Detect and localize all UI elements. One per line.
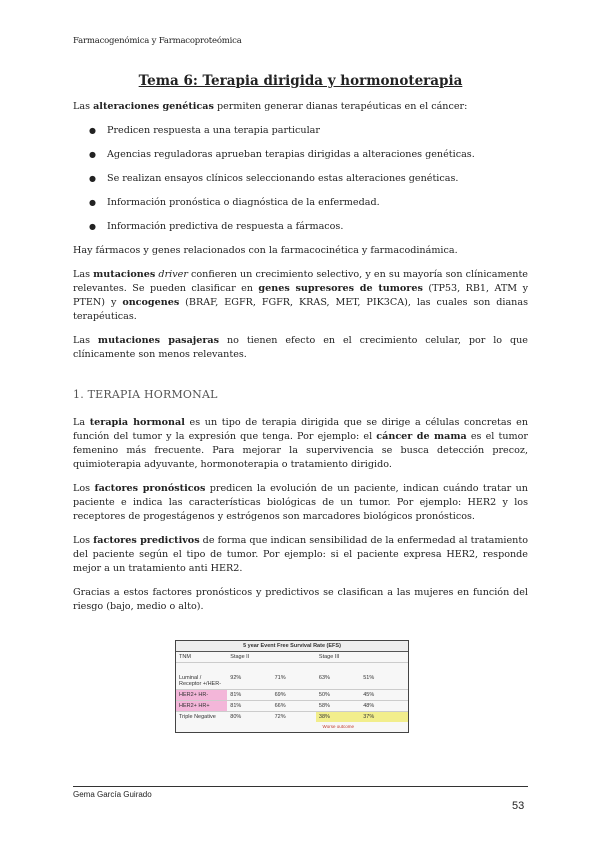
drugs-paragraph: Hay fármacos y genes relacionados con la farmacocinética y farmacodinámica. [73,245,458,256]
efs-table-figure [175,640,409,733]
prognostic-paragraph: Los factores pronósticos predicen la evolución de un paciente, indican cuándo tratar un paciente e indica las características biológicas de un tumor. Por ejemplo: HER2 y los receptores de progestágenos y estrógenos son marcadores biológicos pronósticos. [73,483,528,522]
table-note-row [176,722,408,732]
table-cell: 37% [360,712,408,722]
hormonal-paragraph: La terapia hormonal es un tipo de terapia dirigida que se dirige a células concretas en función del tumor y la expresión que tenga. Por ejemplo: el cáncer de mama es el tumor femenino más frecuente. Para mejorar la supervivencia se busca detección precoz, quimioterapia adyuvante, hormonoterapia o tratamiento dirigido. [73,417,529,470]
table-cell: 81% [230,703,242,709]
table-cell: Luminal / Receptor +/HER- [179,675,222,687]
list-item: ● Se realizan ensayos clínicos seleccionando estas alteraciones genéticas. [73,172,528,186]
table-cell: 72% [274,714,286,720]
driver-paragraph: Las mutaciones driver confieren un crecimiento selectivo, y en su mayoría son clínicamente relevantes. Se pueden clasificar en genes supresores de tumores (TP53, RB1, ATM y PTEN) y oncogenes (BRAF, EGFR, FGFR, KRAS, MET, PIK3CA), las cuales son dianas terapéuticas. [73,269,528,322]
table-cell: 66% [274,703,286,709]
risk-paragraph: Gracias a estos factores pronósticos y predictivos se clasifican a las mujeres en función del riesgo (bajo, medio o alto). [73,587,528,612]
table-cell: 50% [318,692,330,698]
list-item: ● Predicen respuesta a una terapia particular [73,124,528,138]
bullet-list [73,124,528,234]
list-item: ● Información pronóstica o diagnóstica de la enfermedad. [73,196,528,210]
list-item: ● Agencias reguladoras aprueban terapias dirigidas a alteraciones genéticas. [73,148,528,162]
table-header-row [176,652,408,663]
page-title: Tema 6: Terapia dirigida y hormonoterapia [138,73,463,89]
footer-divider [73,786,528,787]
predictive-paragraph: Los factores predictivos de forma que indican sensibilidad de la enfermedad al tratamiento del paciente según el tipo de tumor. Por ejemplo: si el paciente expresa HER2, responde mejor a un tratamiento anti HER2. [73,535,528,574]
page-content [73,74,528,624]
table-cell: 45% [363,692,375,698]
section-heading: 1. TERAPIA HORMONAL [73,388,218,401]
table-row [176,701,408,712]
table-cell: 48% [363,703,375,709]
intro-paragraph: Las alteraciones genéticas permiten generar dianas terapéuticas en el cáncer: [73,101,468,112]
table-row [176,663,408,690]
table-row [176,712,408,722]
table-cell: 38% [316,712,360,722]
table-header-cell: Stage III [318,654,340,660]
table-cell: HER2+ HR+ [176,701,227,711]
footer-author: Gema García Guirado [73,790,152,799]
table-cell: Triple Negative [179,714,216,720]
table-note: Worse outcome [322,724,354,729]
passenger-paragraph: Las mutaciones pasajeras no tienen efecto en el crecimiento celular, por lo que clínicamente son menos relevantes. [73,335,528,360]
table-cell: 81% [230,692,242,698]
table-cell: 92% [230,675,242,681]
table-cell: 80% [230,714,242,720]
list-item: ● Información predictiva de respuesta a fármacos. [73,220,528,234]
table-header-cell [272,652,316,662]
table-header-cell [360,652,408,662]
table-row [176,690,408,701]
table-cell: 51% [363,675,375,681]
table-cell: 58% [318,703,330,709]
table-cell: 71% [274,675,286,681]
table-cell: 63% [318,675,330,681]
running-header: Farmacogenómica y Farmacoproteómica [73,36,242,46]
table-cell: 69% [274,692,286,698]
table-header-cell: TNM [179,654,191,660]
table-cell: HER2+ HR- [176,690,227,700]
table-header-cell: Stage II [230,654,250,660]
page-number: 53 [512,800,525,812]
figure-title: 5 year Event Free Survival Rate (EFS) [176,641,408,652]
